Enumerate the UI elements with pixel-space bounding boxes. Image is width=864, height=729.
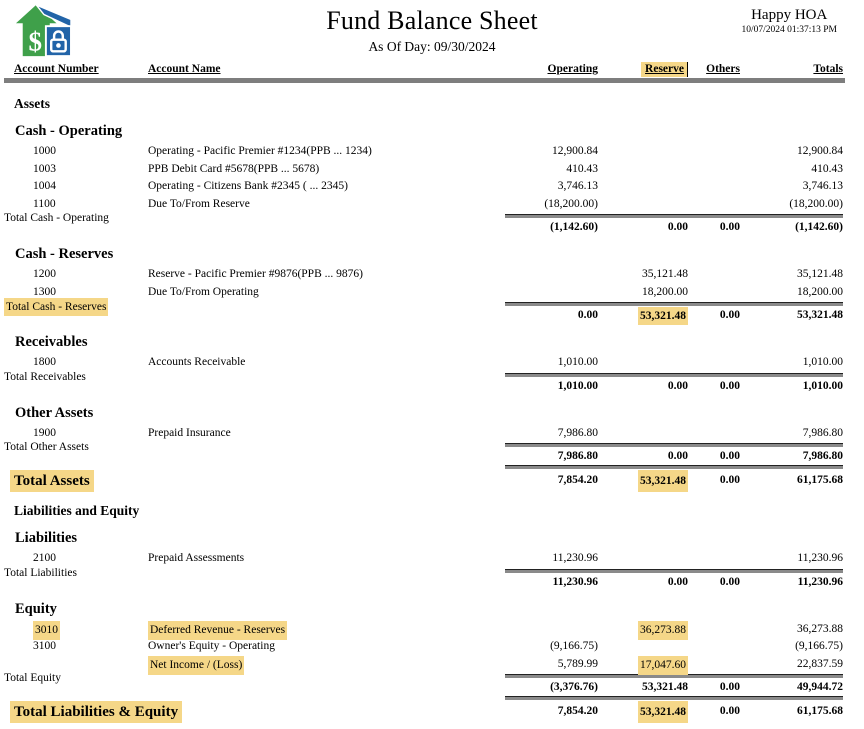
operating-amount: 11,230.96 xyxy=(552,552,598,564)
total-label: Total Cash - Operating xyxy=(4,212,109,224)
column-header-account-number xyxy=(0,61,148,77)
others-cell xyxy=(688,178,740,196)
column-header-others xyxy=(688,61,740,77)
reserve-cell xyxy=(598,638,688,656)
operating-cell xyxy=(505,161,598,179)
col-account-name-label: Account Name xyxy=(148,63,221,75)
account-number-cell xyxy=(0,266,148,284)
totals-amount: 18,200.00 xyxy=(797,285,843,298)
account-name: Deferred Revenue - Reserves xyxy=(148,621,287,641)
operating-amount: 1,010.00 xyxy=(557,356,598,368)
account-name: Operating - Citizens Bank #2345 ( ... 2345) xyxy=(148,180,348,192)
operating-cell xyxy=(505,470,598,492)
grand-total-row xyxy=(0,470,843,490)
account-number: 1900 xyxy=(33,426,56,439)
operating-amount: 7,986.80 xyxy=(557,426,598,439)
totals-amount: 12,900.84 xyxy=(797,145,843,157)
others-cell xyxy=(688,161,740,179)
totals-cell xyxy=(740,656,843,676)
others-cell xyxy=(688,656,740,676)
others-total: 0.00 xyxy=(719,474,740,486)
grand-total-amount: 7,986.80 xyxy=(802,450,843,462)
total-label: Total Receivables xyxy=(4,370,86,383)
totals-cell xyxy=(740,219,843,235)
reserve-total: 0.00 xyxy=(667,450,688,462)
reserve-total: 0.00 xyxy=(667,221,688,233)
operating-cell xyxy=(505,196,598,214)
totals-cell xyxy=(740,448,843,464)
reserve-cell xyxy=(598,284,688,302)
others-cell xyxy=(688,574,740,590)
grand-total-amount: 53,321.48 xyxy=(797,309,843,321)
subsection-heading: Cash - Reserves xyxy=(15,246,114,262)
grand-total-label-cell xyxy=(0,470,505,492)
generated-timestamp: 10/07/2024 01:37:13 PM xyxy=(741,25,837,35)
total-label-cell xyxy=(0,210,505,226)
account-number: 1200 xyxy=(33,268,56,280)
totals-cell xyxy=(740,574,843,590)
reserve-cell xyxy=(598,178,688,196)
account-name: Prepaid Insurance xyxy=(148,426,231,439)
others-cell xyxy=(688,266,740,284)
total-label-cell xyxy=(0,670,505,686)
grand-total-amount: 49,944.72 xyxy=(797,681,843,693)
operating-amount: 410.43 xyxy=(566,162,598,175)
total-row xyxy=(0,672,843,695)
operating-cell xyxy=(505,178,598,196)
subsection-heading: Other Assets xyxy=(15,404,94,421)
others-cell xyxy=(688,679,740,695)
reserve-total: 53,321.48 xyxy=(642,681,688,693)
operating-amount: 5,789.99 xyxy=(557,657,598,670)
reserve-total: 53,321.48 xyxy=(638,470,688,492)
subsection-heading: Liabilities xyxy=(15,530,78,546)
totals-cell xyxy=(740,550,843,568)
others-total: 0.00 xyxy=(719,450,740,462)
totals-amount: 1,010.00 xyxy=(802,356,843,368)
grand-total-amount: 11,230.96 xyxy=(797,575,843,588)
operating-total: 7,986.80 xyxy=(557,450,598,462)
operating-cell xyxy=(505,550,598,568)
totals-cell xyxy=(740,307,843,325)
total-row xyxy=(0,441,843,464)
section-heading: Assets xyxy=(14,96,50,111)
totals-amount: 410.43 xyxy=(811,162,843,175)
total-label: Total Liabilities xyxy=(4,566,77,579)
totals-cell xyxy=(740,701,843,723)
operating-cell xyxy=(505,219,598,235)
totals-rule xyxy=(505,465,843,469)
totals-amount: 36,273.88 xyxy=(797,622,843,635)
col-operating-label: Operating xyxy=(547,63,598,75)
account-number: 1100 xyxy=(33,197,56,210)
account-row xyxy=(0,143,843,161)
total-label: Total Equity xyxy=(4,672,62,684)
operating-total: (1,142.60) xyxy=(550,221,598,233)
operating-cell xyxy=(505,701,598,723)
column-header-reserve xyxy=(598,61,688,77)
account-name: Prepaid Assessments xyxy=(148,552,245,564)
reserve-cell xyxy=(598,266,688,284)
total-label-cell xyxy=(0,369,505,385)
operating-total: (3,376.76) xyxy=(550,681,598,693)
account-number: 1003 xyxy=(33,162,56,175)
operating-cell xyxy=(505,378,598,394)
account-name-cell xyxy=(148,266,505,284)
total-row xyxy=(0,212,843,235)
reserve-cell xyxy=(598,574,688,590)
others-cell xyxy=(688,448,740,464)
account-number-cell xyxy=(0,143,148,161)
others-cell xyxy=(688,550,740,568)
grand-total-label: Total Liabilities & Equity xyxy=(10,701,182,723)
others-cell xyxy=(688,470,740,492)
total-row xyxy=(0,566,843,590)
column-header-totals xyxy=(740,61,843,77)
operating-cell xyxy=(505,574,598,590)
account-name-cell xyxy=(148,161,505,179)
others-cell xyxy=(688,143,740,161)
others-total: 0.00 xyxy=(719,705,740,717)
reserve-amount: 17,047.60 xyxy=(638,656,688,676)
totals-cell xyxy=(740,638,843,656)
reserve-total: 0.00 xyxy=(667,379,688,392)
totals-cell xyxy=(740,143,843,161)
reserve-cell xyxy=(598,378,688,394)
totals-rule xyxy=(505,443,843,447)
totals-rule xyxy=(505,696,843,700)
others-cell xyxy=(688,378,740,394)
account-name: Accounts Receivable xyxy=(148,356,246,368)
account-name-cell xyxy=(148,638,505,656)
total-label: Total Cash - Reserves xyxy=(4,298,108,316)
account-name-cell xyxy=(148,178,505,196)
svg-text:$: $ xyxy=(28,26,43,57)
account-name: Net Income / (Loss) xyxy=(148,656,244,676)
account-number-cell xyxy=(0,638,148,656)
grand-total-amount: 1,010.00 xyxy=(802,379,843,392)
operating-total: 1,010.00 xyxy=(557,379,598,392)
col-reserve-label-highlighted[interactable]: Reserve xyxy=(641,62,688,77)
reserve-cell xyxy=(598,470,688,492)
others-cell xyxy=(688,307,740,325)
header-divider xyxy=(4,78,845,83)
operating-amount: 3,746.13 xyxy=(557,180,598,192)
grand-total-row xyxy=(0,701,843,721)
account-name: Reserve - Pacific Premier #9876(PPB ... 9876) xyxy=(148,268,363,280)
totals-rule xyxy=(505,214,843,218)
totals-cell xyxy=(740,266,843,284)
reserve-amount: 18,200.00 xyxy=(642,285,688,298)
totals-rule xyxy=(505,302,843,306)
subsection-heading: Receivables xyxy=(15,334,88,350)
operating-cell xyxy=(505,266,598,284)
column-header-operating xyxy=(505,61,598,77)
totals-cell xyxy=(740,284,843,302)
total-label: Total Other Assets xyxy=(4,441,89,453)
col-totals-label: Totals xyxy=(813,63,843,75)
reserve-cell xyxy=(598,656,688,676)
reserve-cell xyxy=(598,679,688,695)
totals-rule xyxy=(505,373,843,377)
account-number: 2100 xyxy=(33,552,56,564)
account-number: 3010 xyxy=(33,621,60,641)
account-name: Due To/From Operating xyxy=(148,285,259,298)
totals-amount: 35,121.48 xyxy=(797,268,843,280)
reserve-cell xyxy=(598,354,688,372)
reserve-cell xyxy=(598,550,688,568)
others-cell xyxy=(688,219,740,235)
totals-amount: 22,837.59 xyxy=(797,657,843,670)
total-label-cell xyxy=(0,565,505,581)
total-label-cell xyxy=(0,298,505,316)
others-total: 0.00 xyxy=(719,575,740,588)
operating-total: 11,230.96 xyxy=(552,575,598,588)
reserve-cell xyxy=(598,219,688,235)
account-row xyxy=(0,638,843,656)
operating-cell xyxy=(505,638,598,656)
others-total: 0.00 xyxy=(719,309,740,321)
account-name: Due To/From Reserve xyxy=(148,197,250,210)
reserve-cell xyxy=(598,701,688,723)
reserve-total: 53,321.48 xyxy=(638,701,688,723)
report-as-of-date: As Of Day: 09/30/2024 xyxy=(368,39,496,54)
reserve-cell xyxy=(598,448,688,464)
grand-total-label-cell xyxy=(0,701,505,723)
total-row xyxy=(0,370,843,394)
others-cell xyxy=(688,284,740,302)
account-number: 1300 xyxy=(33,285,56,298)
operating-cell xyxy=(505,656,598,676)
totals-cell xyxy=(740,354,843,372)
total-label-cell xyxy=(0,439,505,455)
reserve-amount: 35,121.48 xyxy=(642,268,688,280)
totals-rule xyxy=(505,569,843,573)
grand-total-amount: (1,142.60) xyxy=(795,221,843,233)
operating-amount: (9,166.75) xyxy=(550,640,598,652)
totals-amount: 7,986.80 xyxy=(802,426,843,439)
account-row xyxy=(0,178,843,196)
subsection-heading: Equity xyxy=(15,600,57,617)
totals-cell xyxy=(740,196,843,214)
others-cell xyxy=(688,425,740,443)
report-body xyxy=(0,95,864,721)
reserve-cell xyxy=(598,425,688,443)
column-header-row xyxy=(0,61,843,77)
operating-cell xyxy=(505,307,598,325)
operating-amount: (18,200.00) xyxy=(544,197,598,210)
account-name: Owner's Equity - Operating xyxy=(148,640,275,652)
operating-total: 7,854.20 xyxy=(557,474,598,486)
operating-amount: 12,900.84 xyxy=(552,145,598,157)
account-number-cell xyxy=(0,161,148,179)
account-number: 1000 xyxy=(33,145,56,157)
account-number: 1800 xyxy=(33,356,56,368)
totals-cell xyxy=(740,470,843,492)
totals-amount: (18,200.00) xyxy=(789,197,843,210)
totals-cell xyxy=(740,378,843,394)
company-name: Happy HOA xyxy=(751,7,828,23)
totals-amount: 3,746.13 xyxy=(802,180,843,192)
reserve-cell xyxy=(598,196,688,214)
operating-total: 7,854.20 xyxy=(557,705,598,717)
others-cell xyxy=(688,354,740,372)
section-heading: Liabilities and Equity xyxy=(14,503,140,518)
operating-cell xyxy=(505,679,598,695)
others-cell xyxy=(688,701,740,723)
others-total: 0.00 xyxy=(719,221,740,233)
operating-cell xyxy=(505,425,598,443)
account-row xyxy=(0,621,843,639)
grand-total-amount: 61,175.68 xyxy=(797,474,843,486)
report-title: Fund Balance Sheet xyxy=(326,6,538,35)
report-header xyxy=(0,0,864,60)
others-cell xyxy=(688,196,740,214)
account-number: 3100 xyxy=(33,640,56,652)
totals-amount: (9,166.75) xyxy=(795,640,843,652)
totals-cell xyxy=(740,161,843,179)
totals-cell xyxy=(740,679,843,695)
company-block xyxy=(741,7,837,35)
col-account-number-label: Account Number xyxy=(14,63,99,75)
account-row xyxy=(0,161,843,179)
subsection-heading: Cash - Operating xyxy=(15,123,123,139)
col-others-label: Others xyxy=(706,63,740,75)
account-name: Operating - Pacific Premier #1234(PPB ... 1234) xyxy=(148,145,372,157)
account-name: PPB Debit Card #5678(PPB ... 5678) xyxy=(148,162,320,175)
reserve-cell xyxy=(598,307,688,325)
totals-amount: 11,230.96 xyxy=(797,552,843,564)
operating-cell xyxy=(505,143,598,161)
grand-total-label: Total Assets xyxy=(10,470,94,492)
account-name-cell xyxy=(148,143,505,161)
operating-cell xyxy=(505,284,598,302)
total-row xyxy=(0,301,843,323)
reserve-total: 53,321.48 xyxy=(638,307,688,325)
reserve-amount: 36,273.88 xyxy=(638,621,688,641)
others-cell xyxy=(688,638,740,656)
account-row xyxy=(0,266,843,284)
operating-cell xyxy=(505,354,598,372)
reserve-cell xyxy=(598,161,688,179)
operating-total: 0.00 xyxy=(577,309,598,321)
reserve-total: 0.00 xyxy=(667,575,688,588)
reserve-cell xyxy=(598,143,688,161)
others-total: 0.00 xyxy=(719,681,740,693)
grand-total-amount: 61,175.68 xyxy=(797,705,843,717)
totals-cell xyxy=(740,178,843,196)
account-number-cell xyxy=(0,178,148,196)
column-header-account-name xyxy=(148,61,505,77)
account-number: 1004 xyxy=(33,180,56,192)
totals-cell xyxy=(740,425,843,443)
title-block xyxy=(0,6,864,55)
operating-cell xyxy=(505,448,598,464)
others-total: 0.00 xyxy=(719,379,740,392)
